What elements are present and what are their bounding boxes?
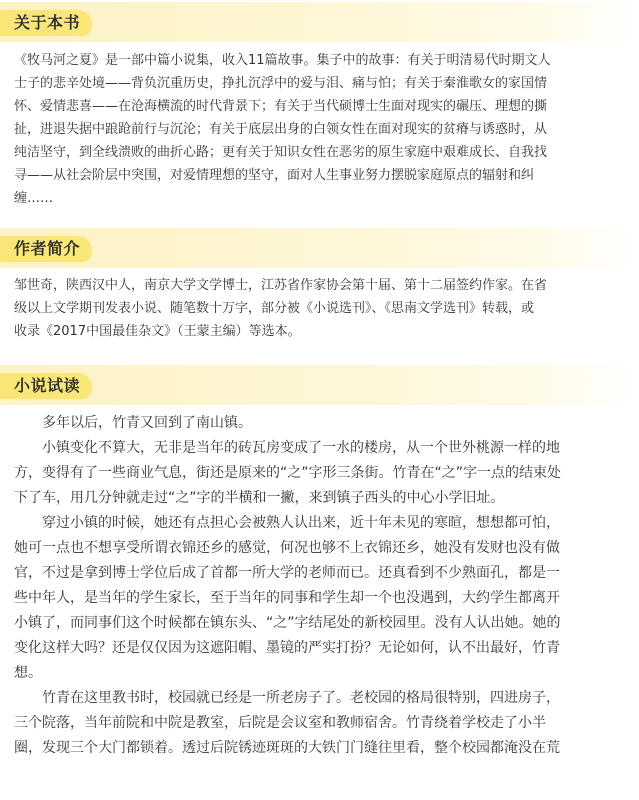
- section-header-about: [0, 2, 639, 42]
- text-line: 圈，发现三个大门都锁着。透过后院锈迹斑斑的大铁门门缝往里看，整个校园都淹没在荒: [14, 740, 560, 756]
- text-line: 方，变得有了一些商业气息，街还是原来的“之”字形三条街。竹青在“之”字一点的结束处: [14, 465, 562, 481]
- text-line: 纯洁坚守，到全线溃败的曲折心路；更有关于知识女性在恶劣的原生家庭中艰难成长、自我找: [14, 145, 548, 160]
- text-line: 收录《2017中国最佳杂文》（王蒙主编）等选本。: [14, 324, 301, 339]
- text-line: 三个院落，当年前院和中院是教室，后院是会议室和教师宿舍。竹青绕着学校走了小半: [14, 715, 546, 731]
- text-line: 士子的悲辛处境——背负沉重历史，挣扎沉浮中的爱与泪、痛与怕；有关于秦淮歌女的家国情: [14, 76, 548, 91]
- text-line: 《牧马河之夏》是一部中篇小说集，收入11篇故事。集子中的故事：有关于明清易代时期文人: [14, 53, 551, 68]
- text-line: 缠……: [14, 191, 54, 206]
- text-line: 些中年人，是当年的学生家长，至于当年的同事和学生却一个也没遇到，大约学生都离开: [14, 590, 560, 606]
- text-line: 邹世奇，陕西汉中人，南京大学文学博士，江苏省作家协会第十届、第十二届签约作家。在省: [14, 278, 548, 293]
- text-line: 她可一点也不想享受所谓衣锦还乡的感觉，何况也够不上衣锦还乡，她没有发财也没有做: [14, 540, 560, 556]
- text-line: 变化这样大吗？还是仅仅因为这遮阳帽、墨镜的严实打扮？无论如何，认不出最好，竹青: [14, 640, 560, 656]
- section-title-excerpt: 小说试读: [14, 376, 81, 395]
- author-text: [14, 274, 627, 343]
- text-line: 小镇了，而同事们这个时候都在镇东头、“之”字结尾处的新校园里。没有人认出她。她的: [14, 615, 561, 631]
- text-line: 小镇变化不算大，无非是当年的砖瓦房变成了一水的楼房，从一个世外桃源一样的地: [14, 440, 560, 456]
- text-line: 多年以后，竹青又回到了南山镇。: [14, 415, 252, 431]
- section-header-author: [0, 228, 639, 268]
- text-line: 扯，进退失据中踉跄前行与沉沦；有关于底层出身的白领女性在面对现实的贫瘠与诱惑时，从: [14, 122, 548, 137]
- text-line: 下了车，用几分钟就走过“之”字的半横和一撇，来到镇子西头的中心小学旧址。: [14, 490, 505, 506]
- text-line: 官，不过是拿到博士学位后成了首都一所大学的老师而已。还真看到不少熟面孔，都是一: [14, 565, 560, 581]
- text-line: 竹青在这里教书时，校园就已经是一所老房子了。老校园的格局很特别，四进房子，: [14, 690, 560, 706]
- text-line: 怀、爱情悲喜——在沧海横流的时代背景下；有关于当代硕博士生面对现实的碾压、理想的撕: [14, 99, 548, 114]
- text-line: 穿过小镇的时候，她还有点担心会被熟人认出来，近十年未见的寒暄，想想都可怕，: [14, 515, 560, 531]
- section-title-about: 关于本书: [14, 13, 81, 32]
- text-line: 级以上文学期刊发表小说、随笔数十万字，部分被《小说选刊》、《思南文学选刊》转载，或: [14, 301, 535, 316]
- about-text: [14, 49, 627, 210]
- section-title-author: 作者简介: [14, 239, 81, 258]
- text-line: 寻——从社会阶层中突围，对爱情理想的坚守，面对人生事业努力摆脱家庭原点的辐射和纠: [14, 168, 535, 183]
- text-line: 想。: [14, 665, 42, 681]
- section-header-excerpt: [0, 365, 639, 405]
- excerpt-text: [14, 411, 627, 761]
